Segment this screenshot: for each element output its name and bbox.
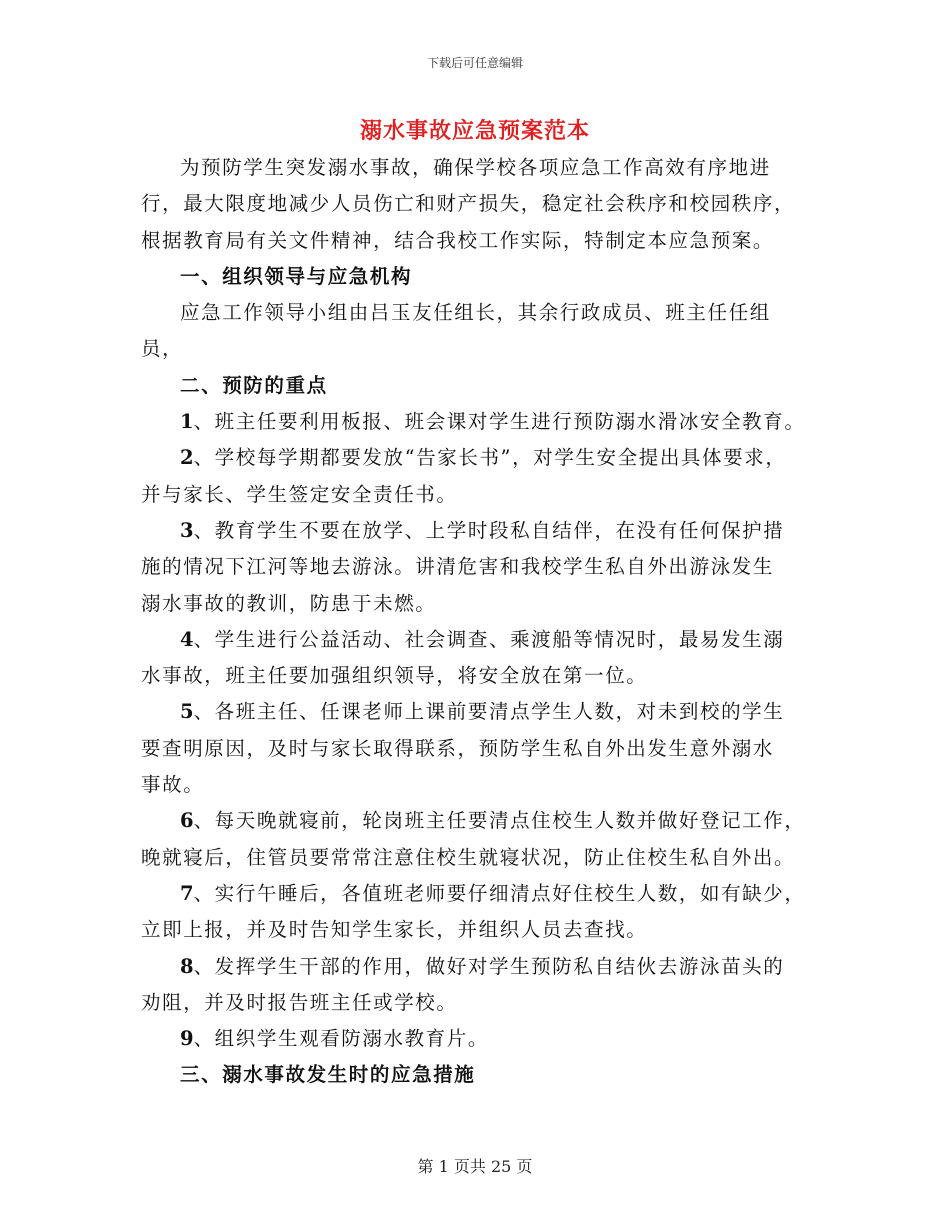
item-number: 4	[180, 627, 194, 651]
item-text: 、每天晚就寝前，轮岗班主任要清点住校生人数并做好登记工作， 晚就寝后，住管员要常常注意住校生就寝状况，防止住校生私自外出。	[141, 809, 806, 869]
prevention-item	[141, 622, 821, 695]
item-number: 1	[180, 410, 194, 434]
header-note: 下载后可任意编辑	[426, 56, 523, 70]
item-number: 2	[180, 446, 194, 470]
item-number: 9	[180, 1027, 194, 1051]
section-heading-emergency: 三、溺水事故发生时的应急措施	[180, 1063, 476, 1087]
prevention-item	[141, 1021, 821, 1057]
intro-paragraph: 为预防学生突发溺水事故，确保学校各项应急工作高效有序地进 行，最大限度地减少人员伤亡和财产损失，稳定社会秩序和校园秩序， 根据教育局有关文件精神，结合我校工作实际，特制定本应急预案。	[141, 156, 796, 252]
item-text: 、学生进行公益活动、社会调查、乘渡船等情况时，最易发生溺 水事故，班主任要加强组织领导，将安全放在第一位。	[141, 627, 785, 688]
prevention-item	[141, 694, 821, 803]
item-number: 6	[180, 809, 194, 833]
prevention-item	[141, 949, 821, 1022]
item-text: 、发挥学生干部的作用，做好对学生预防私自结伙去游泳苗头的 劝阻，并及时报告班主任或学校。	[141, 954, 785, 1014]
item-number: 8	[180, 954, 194, 978]
organization-paragraph: 应急工作领导小组由吕玉友任组长，其余行政成员、班主任任组 员，	[141, 301, 771, 361]
item-text: 、组织学生观看防溺水教育片。	[193, 1027, 489, 1051]
item-text: 、学校每学期都要发放“告家长书”，对学生安全提出具体要求， 并与家长、学生签定安全责任书。	[141, 446, 787, 506]
section-heading-organization: 一、组织领导与应急机构	[180, 264, 413, 288]
item-text: 、班主任要利用板报、班会课对学生进行预防溺水滑冰安全教育。	[193, 410, 806, 434]
item-number: 3	[180, 518, 194, 542]
item-number: 5	[180, 700, 194, 724]
prevention-item	[141, 440, 821, 513]
item-text: 、各班主任、任课老师上课前要清点学生人数，对未到校的学生 要查明原因，及时与家长取得联系，预防学生私自外出发生意外溺水 事故。	[141, 700, 785, 797]
page-footer: 第 1 页共 25 页	[417, 1157, 533, 1176]
document-body	[141, 150, 821, 1094]
prevention-item	[141, 404, 821, 440]
prevention-item	[141, 803, 821, 876]
prevention-item	[141, 513, 821, 622]
document-title: 溺水事故应急预案范本	[359, 118, 590, 144]
section-heading-prevention: 二、预防的重点	[180, 373, 328, 397]
item-text: 、教育学生不要在放学、上学时段私自结伴，在没有任何保护措 施的情况下江河等地去游泳。讲清危害和我校学生私自外出游泳发生 溺水事故的教训，防患于未燃。	[141, 518, 785, 615]
prevention-item	[141, 876, 821, 949]
item-number: 7	[180, 881, 194, 905]
item-text: 、实行午睡后，各值班老师要仔细清点好住校生人数，如有缺少， 立即上报，并及时告知学生家长，并组织人员去查找。	[141, 881, 806, 942]
